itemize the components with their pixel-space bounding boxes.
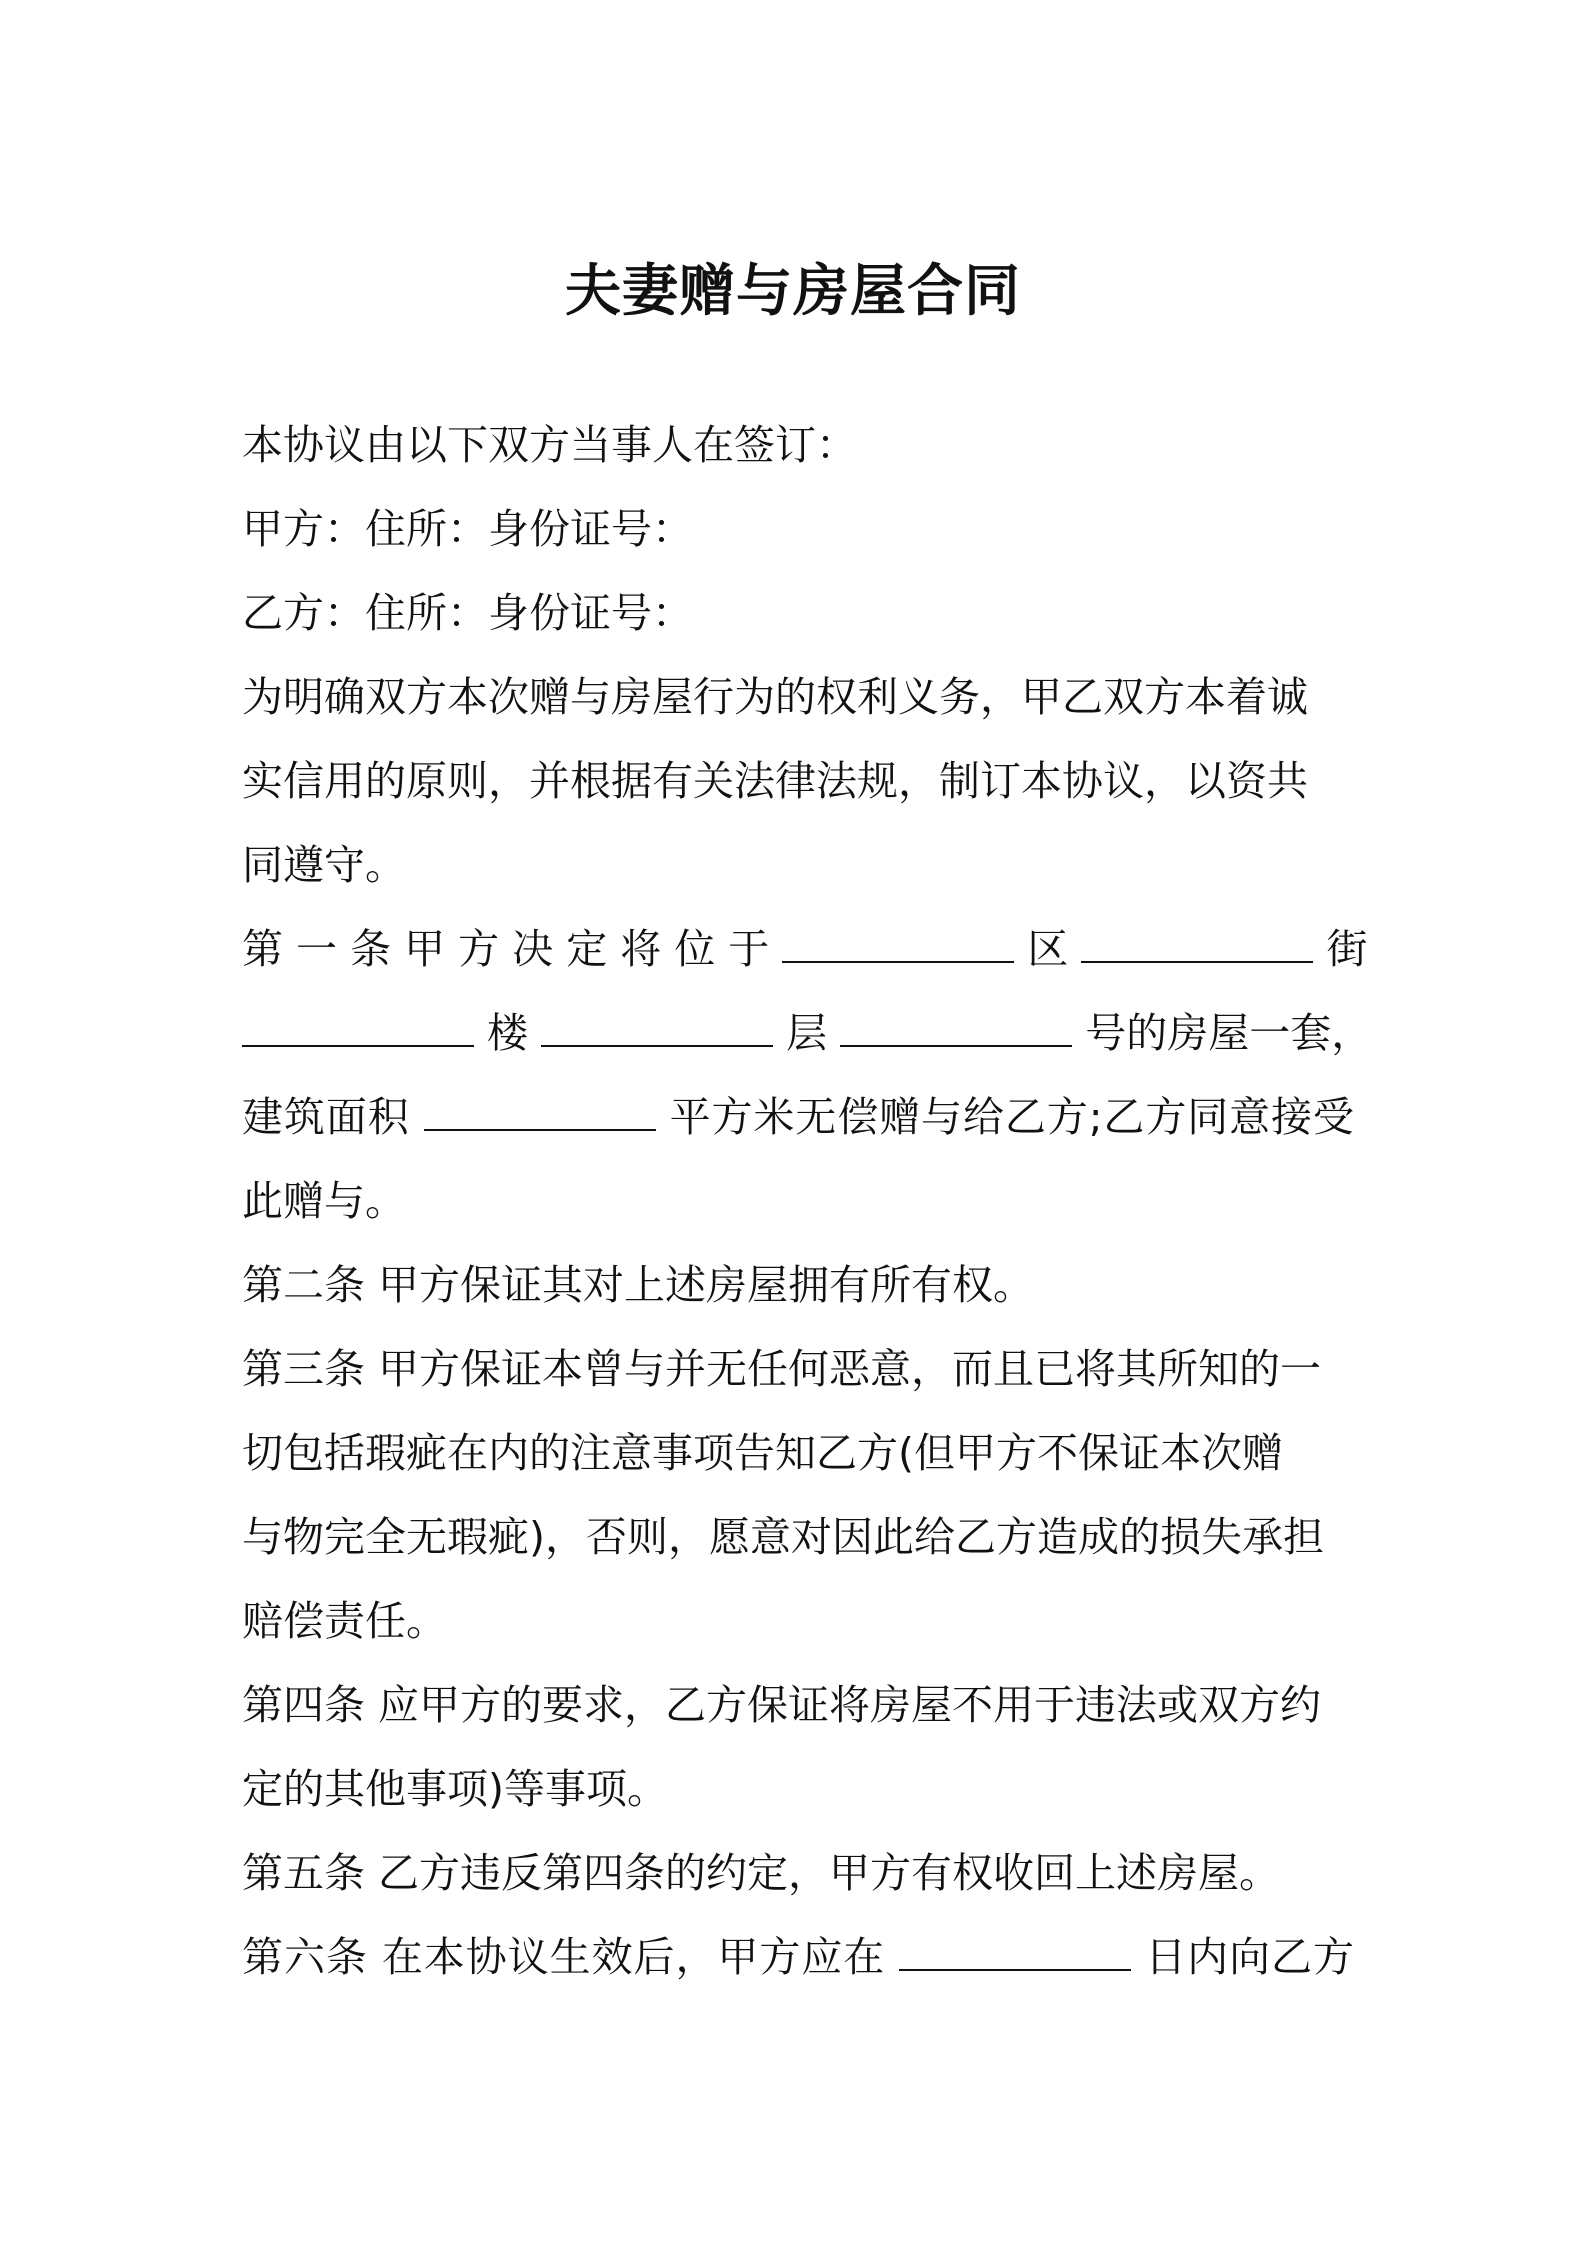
days-blank	[899, 1915, 1131, 1971]
text-line: 为明确双方本次赠与房屋行为的权利义务，甲乙双方本着诚	[242, 673, 1308, 721]
text-fragment: 第 一 条 甲 方 决 定 将 位 于	[242, 925, 770, 973]
party-b-line: 乙方：住所：身份证号：	[242, 589, 693, 637]
article-2-line: 第二条 甲方保证其对上述房屋拥有所有权。	[242, 1261, 1035, 1309]
text-line: 切包括瑕疵在内的注意事项告知乙方(但甲方不保证本次赠	[242, 1429, 1283, 1477]
article-6-line	[242, 1915, 1354, 1999]
article-5-line: 第五条 乙方违反第四条的约定，甲方有权收回上述房屋。	[242, 1849, 1281, 1897]
text-line: 本协议由以下双方当事人在签订：	[242, 421, 857, 469]
document-title: 夫妻赠与房屋合同	[565, 259, 1021, 324]
text-fragment: 楼	[487, 1009, 529, 1057]
text-fragment: 平方米无偿赠与给乙方;乙方同意接受	[669, 1093, 1354, 1141]
article-3-line: 第三条 甲方保证本曾与并无任何恶意，而且已将其所知的一	[242, 1345, 1322, 1393]
text-fragment: 区	[1027, 925, 1069, 973]
text-fragment: 日内向乙方	[1145, 1933, 1354, 1981]
text-fragment: 号的房屋一套，	[1085, 1009, 1373, 1057]
floor-blank	[840, 991, 1072, 1047]
text-fragment: 层	[786, 1009, 828, 1057]
text-fragment: 第六条 在本协议生效后，甲方应在	[242, 1933, 886, 1981]
text-line: 赔偿责任。	[242, 1597, 447, 1645]
article-1-line-3	[242, 1075, 1354, 1159]
text-line: 定的其他事项)等事项。	[242, 1765, 668, 1813]
text-line: 实信用的原则，并根据有关法律法规，制订本协议，以资共	[242, 757, 1308, 805]
building-blank	[541, 991, 773, 1047]
article-4-line: 第四条 应甲方的要求，乙方保证将房屋不用于违法或双方约	[242, 1681, 1322, 1729]
text-fragment: 建筑面积	[242, 1093, 410, 1141]
party-a-line: 甲方：住所：身份证号：	[242, 505, 693, 553]
street-name-blank	[242, 991, 474, 1047]
street-blank	[1081, 907, 1313, 963]
district-blank	[782, 907, 1014, 963]
text-line: 与物完全无瑕疵)，否则，愿意对因此给乙方造成的损失承担	[242, 1513, 1324, 1561]
contract-body	[242, 403, 1373, 1999]
article-1-line-2	[242, 991, 1373, 1075]
text-fragment: 街	[1326, 925, 1368, 973]
text-line: 同遵守。	[242, 841, 406, 889]
area-blank	[424, 1075, 656, 1131]
text-line: 此赠与。	[242, 1177, 406, 1225]
article-1-line-1	[242, 907, 1368, 991]
